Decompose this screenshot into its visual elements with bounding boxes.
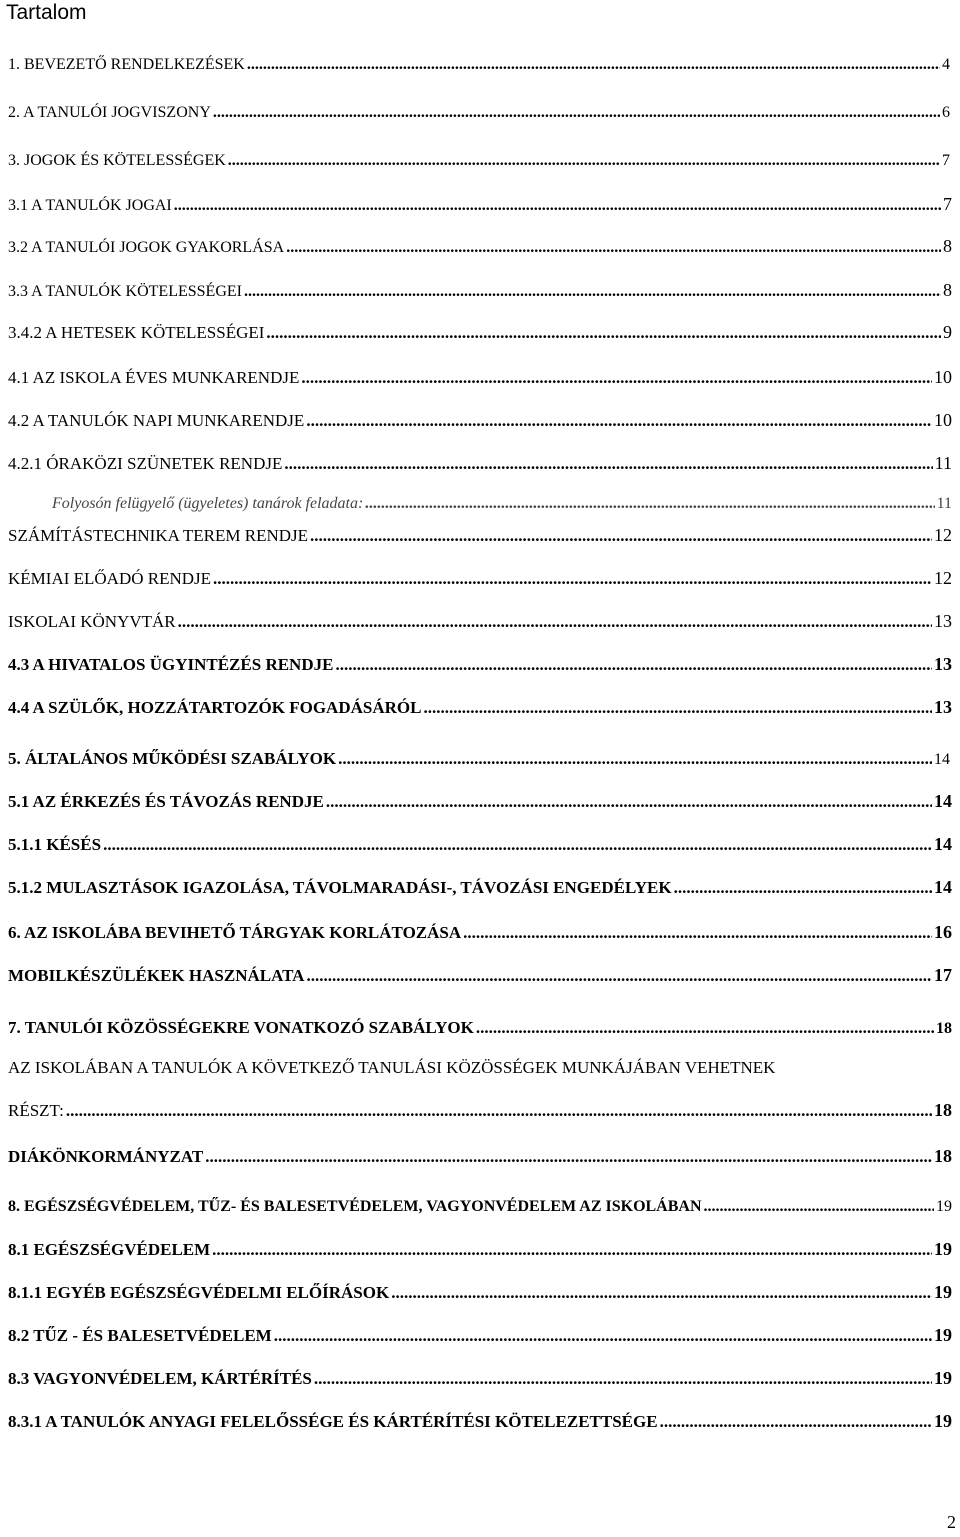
toc-entry-label: SZÁMÍTÁSTECHNIKA TEREM RENDJE [8, 526, 309, 545]
toc-entry-label: 4.2 A TANULÓK NAPI MUNKARENDJE [8, 411, 305, 430]
toc-entry-label: 5.1 AZ ÉRKEZÉS ÉS TÁVOZÁS RENDJE [8, 792, 324, 811]
toc-entry-label: 5.1.2 MULASZTÁSOK IGAZOLÁSA, TÁVOLMARADÁSI-, TÁVOZÁSI ENGEDÉLYEK [8, 878, 672, 897]
toc-entry-label: 4.1 AZ ISKOLA ÉVES MUNKARENDJE [8, 368, 300, 387]
toc-entry[interactable] [8, 834, 952, 855]
toc-entry-label: KÉMIAI ELŐADÓ RENDJE [8, 569, 212, 588]
toc-entry[interactable] [8, 877, 952, 898]
toc-entry[interactable] [8, 1146, 952, 1167]
toc-entry-label: MOBILKÉSZÜLÉKEK HASZNÁLATA [8, 966, 305, 985]
toc-entry-label: 8.3.1 A TANULÓK ANYAGI FELELŐSSÉGE ÉS KÁRTÉRÍTÉSI KÖTELEZETTSÉGE [8, 1412, 658, 1431]
toc-entry-page: 13 [934, 611, 952, 631]
toc-entry-label: 4.4 A SZÜLŐK, HOZZÁTARTOZÓK FOGADÁSÁRÓL [8, 698, 422, 717]
toc-entry-label: 2. A TANULÓI JOGVISZONY [8, 104, 211, 121]
toc-entry-label: 8.1.1 EGYÉB EGÉSZSÉGVÉDELMI ELŐÍRÁSOK [8, 1283, 390, 1302]
toc-leader [476, 1018, 934, 1038]
toc-entry-label: 7. TANULÓI KÖZÖSSÉGEKRE VONATKOZÓ SZABÁLYOK [8, 1018, 474, 1037]
toc-entry-page: 12 [934, 568, 952, 588]
toc-leader [66, 1101, 932, 1121]
toc-leader [423, 698, 932, 718]
toc-leader [674, 878, 932, 898]
toc-leader [212, 1240, 932, 1260]
toc-entry[interactable] [52, 495, 952, 513]
toc-entry-page: 18 [936, 1020, 952, 1037]
toc-entry[interactable] [8, 56, 950, 74]
toc-entry-page: 16 [934, 922, 952, 942]
toc-entry[interactable] [8, 568, 952, 589]
toc-entry-label: 8.2 TŰZ - ÉS BALESETVÉDELEM [8, 1326, 272, 1345]
toc-entry[interactable] [8, 1100, 952, 1121]
toc-entry-label: 4.3 A HIVATALOS ÜGYINTÉZÉS RENDJE [8, 655, 334, 674]
toc-entry[interactable] [8, 654, 952, 675]
toc-entry-label: 8.3 VAGYONVÉDELEM, KÁRTÉRÍTÉS [8, 1369, 312, 1388]
toc-entry-page: 19 [934, 1411, 952, 1431]
toc-leader [247, 56, 940, 74]
toc-entry[interactable] [8, 410, 952, 431]
toc-entry-label: 5.1.1 KÉSÉS [8, 835, 102, 854]
toc-entry[interactable] [8, 152, 950, 170]
toc-entry-page: 6 [942, 104, 950, 121]
toc-leader [704, 1198, 934, 1216]
toc-leader [660, 1412, 932, 1432]
toc-entry-page: 13 [934, 697, 952, 717]
toc-leader [213, 569, 932, 589]
toc-entry-page: 19 [934, 1368, 952, 1388]
toc-entry[interactable] [8, 1368, 952, 1389]
toc-entry-label: 6. AZ ISKOLÁBA BEVIHETŐ TÁRGYAK KORLÁTOZÁSA [8, 923, 462, 942]
toc-leader [274, 1326, 932, 1346]
page-number: 2 [947, 1512, 956, 1532]
toc-entry[interactable] [8, 749, 950, 769]
toc-entry-page: 10 [934, 410, 952, 430]
toc-leader [284, 454, 932, 474]
toc-leader [213, 104, 940, 122]
toc-leader [301, 368, 932, 388]
toc-entry-page: 4 [942, 56, 950, 73]
toc-entry-page: 11 [934, 453, 952, 473]
toc-entry-page: 19 [934, 1325, 952, 1345]
toc-entry-label: 8.1 EGÉSZSÉGVÉDELEM [8, 1240, 211, 1259]
toc-entry[interactable] [8, 965, 952, 986]
toc-entry-label: 3.2 A TANULÓI JOGOK GYAKORLÁSA [8, 239, 285, 256]
toc-leader [178, 612, 932, 632]
toc-entry-page: 12 [934, 525, 952, 545]
toc-entry[interactable] [8, 322, 952, 343]
toc-entry[interactable] [8, 104, 950, 122]
toc-entry-page: 11 [936, 495, 952, 512]
toc-leader [314, 1369, 932, 1389]
toc-entry-label: 5. ÁLTALÁNOS MŰKÖDÉSI SZABÁLYOK [8, 749, 337, 768]
toc-leader [335, 655, 932, 675]
toc-entry[interactable] [8, 1018, 952, 1038]
toc-entry-page: 17 [934, 965, 952, 985]
toc-entry[interactable] [8, 1198, 952, 1216]
toc-entry[interactable] [8, 697, 952, 718]
toc-entry-label: 8. EGÉSZSÉGVÉDELEM, TŰZ- ÉS BALESETVÉDELEM, VAGYONVÉDELEM AZ ISKOLÁBAN [8, 1198, 702, 1215]
toc-entry-label: 1. BEVEZETŐ RENDELKEZÉSEK [8, 56, 245, 73]
toc-entry-page: 19 [936, 1198, 952, 1215]
toc-entry-page: 14 [934, 877, 952, 897]
toc-entry-page: 13 [934, 654, 952, 674]
toc-leader [244, 283, 941, 301]
toc-entry[interactable] [8, 791, 952, 812]
toc-leader [306, 966, 932, 986]
toc-entry-page: 8 [943, 236, 952, 256]
toc-entry-page: 18 [934, 1146, 952, 1166]
toc-entry-label: 4.2.1 ÓRAKÖZI SZÜNETEK RENDJE [8, 454, 283, 473]
toc-entry-page: 9 [943, 322, 952, 342]
toc-leader [306, 411, 932, 431]
toc-entry-page: 10 [934, 367, 952, 387]
toc-entry-page: 19 [934, 1239, 952, 1259]
toc-leader [338, 749, 932, 769]
toc-entry[interactable] [8, 922, 952, 943]
toc-leader [286, 239, 941, 257]
toc-entry[interactable] [8, 1325, 952, 1346]
toc-entry-page: 8 [943, 280, 952, 300]
toc-leader [266, 323, 941, 343]
toc-entry-label: 3.3 A TANULÓK KÖTELESSÉGEI [8, 283, 242, 300]
toc-entry-label: ISKOLAI KÖNYVTÁR [8, 612, 176, 631]
toc-entry-label: 3.4.2 A HETESEK KÖTELESSÉGEI [8, 323, 265, 342]
toc-leader [103, 835, 932, 855]
toc-leader [463, 923, 932, 943]
toc-leader [310, 526, 932, 546]
toc-entry-label: 3.1 A TANULÓK JOGAI [8, 197, 172, 214]
toc-entry-page: 14 [934, 751, 950, 768]
toc-title: Tartalom [6, 1, 87, 24]
toc-entry-page: 19 [934, 1282, 952, 1302]
toc-entry-page: 14 [934, 834, 952, 854]
toc-entry[interactable] [8, 611, 952, 632]
toc-entry[interactable] [8, 1282, 952, 1303]
toc-entry-label: DIÁKÖNKORMÁNYZAT [8, 1147, 204, 1166]
toc-entry[interactable] [8, 367, 952, 388]
toc-entry[interactable] [8, 236, 952, 257]
toc-entry[interactable] [8, 194, 952, 215]
toc-leader [326, 792, 932, 812]
toc-entry[interactable] [8, 453, 952, 474]
toc-entry-label: Folyosón felügyelő (ügyeletes) tanárok feladata: [52, 495, 364, 512]
toc-entry[interactable] [8, 1411, 952, 1432]
toc-leader [391, 1283, 932, 1303]
toc-entry-page: 7 [943, 194, 952, 214]
toc-entry-label-line2: RÉSZT: [8, 1101, 64, 1120]
toc-leader [174, 197, 941, 215]
toc-leader [205, 1147, 932, 1167]
toc-entry-label-line1: AZ ISKOLÁBAN A TANULÓK A KÖVETKEZŐ TANULÁSI KÖZÖSSÉGEK MUNKÁJÁBAN VEHETNEK [8, 1058, 776, 1077]
toc-entry[interactable] [8, 525, 952, 546]
toc-entry-page: 14 [934, 791, 952, 811]
toc-entry[interactable] [8, 1239, 952, 1260]
toc-entry-label: 3. JOGOK ÉS KÖTELESSÉGEK [8, 152, 226, 169]
toc-leader [228, 152, 940, 170]
toc-entry-page: 18 [934, 1100, 952, 1120]
toc-leader [365, 495, 934, 513]
toc-entry[interactable] [8, 280, 952, 301]
toc-entry-page: 7 [942, 152, 950, 169]
